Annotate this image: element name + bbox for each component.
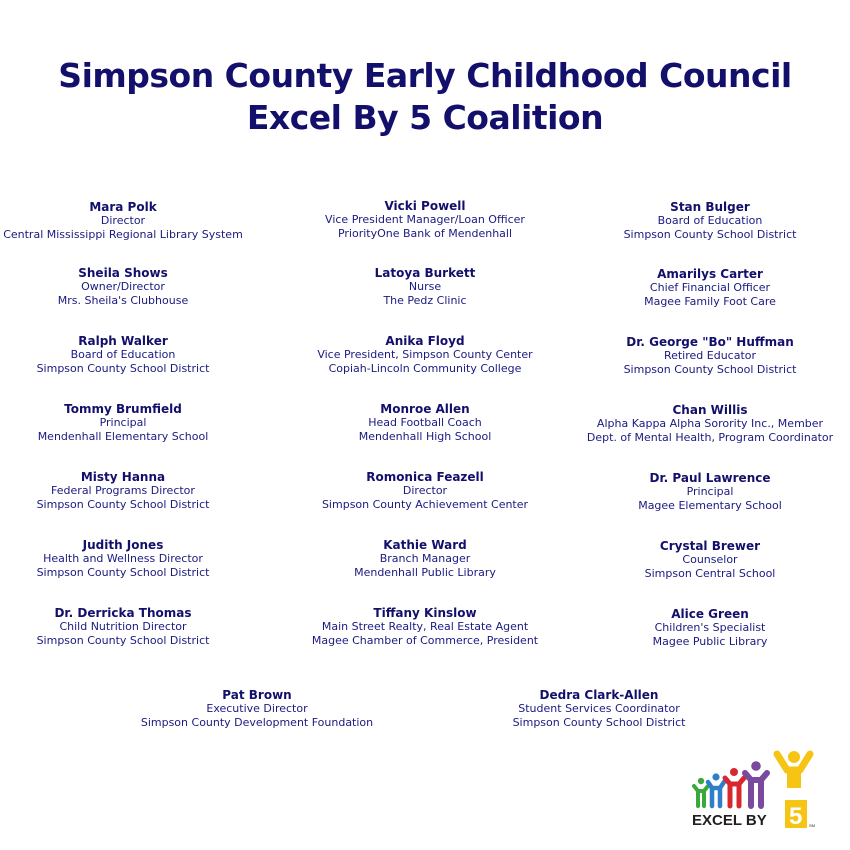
member-card — [285, 199, 565, 240]
member-name: Anika Floyd — [385, 334, 465, 348]
member-card — [570, 471, 850, 512]
member-name: Tiffany Kinslow — [373, 606, 477, 620]
member-card — [570, 403, 850, 444]
member-org: Magee Family Foot Care — [644, 294, 776, 308]
member-card — [570, 200, 850, 241]
member-name: Alice Green — [671, 607, 749, 621]
member-card — [0, 266, 263, 307]
member-org: Magee Elementary School — [638, 498, 782, 512]
member-card — [285, 266, 565, 307]
member-org: Simpson County School District — [36, 497, 210, 511]
member-name: Latoya Burkett — [374, 266, 476, 280]
member-role: Counselor — [682, 553, 738, 566]
member-org: Simpson County School District — [36, 565, 210, 579]
member-role: Nurse — [408, 280, 442, 293]
member-name: Ralph Walker — [78, 334, 168, 348]
logo-service-mark: SM — [809, 823, 815, 828]
member-org: PriorityOne Bank of Mendenhall — [337, 226, 513, 240]
member-org: Central Mississippi Regional Library System — [3, 227, 243, 241]
member-role: Vice President, Simpson County Center — [317, 348, 533, 361]
member-name: Dr. George "Bo" Huffman — [626, 335, 794, 349]
member-role: Vice President Manager/Loan Officer — [325, 213, 525, 226]
member-org: Simpson County School District — [623, 227, 797, 241]
member-name: Kathie Ward — [383, 538, 467, 552]
member-name: Crystal Brewer — [659, 539, 761, 553]
member-org: Simpson County School District — [36, 361, 210, 375]
member-role: Head Football Coach — [368, 416, 482, 429]
member-org: Simpson County Achievement Center — [321, 497, 529, 511]
member-card — [285, 606, 565, 647]
member-org: Simpson Central School — [644, 566, 776, 580]
member-role: Executive Director — [206, 702, 308, 715]
member-role: Health and Wellness Director — [43, 552, 203, 565]
member-org: Simpson County School District — [623, 362, 797, 376]
member-org: Simpson County School District — [512, 715, 686, 729]
member-name: Mara Polk — [89, 200, 157, 214]
member-name: Stan Bulger — [670, 200, 750, 214]
member-card — [285, 402, 565, 443]
member-card — [0, 334, 263, 375]
member-name: Misty Hanna — [80, 470, 166, 484]
member-card — [0, 470, 263, 511]
member-org: Mendenhall High School — [358, 429, 492, 443]
member-name: Pat Brown — [222, 688, 292, 702]
logo-number: 5 — [789, 803, 803, 830]
member-card — [285, 538, 565, 579]
member-name: Chan Willis — [672, 403, 748, 417]
member-role: Student Services Coordinator — [518, 702, 680, 715]
page-title — [0, 55, 850, 139]
member-org: Dept. of Mental Health, Program Coordinator — [586, 430, 834, 444]
member-org: Magee Public Library — [652, 634, 768, 648]
member-role: Principal — [686, 485, 734, 498]
member-card — [570, 607, 850, 648]
member-card — [570, 335, 850, 376]
member-org: Simpson County School District — [36, 633, 210, 647]
member-name: Dr. Derricka Thomas — [54, 606, 192, 620]
excel-by-5-logo — [690, 750, 830, 830]
title-line-2: Excel By 5 Coalition — [246, 98, 604, 137]
member-org: Magee Chamber of Commerce, President — [311, 633, 539, 647]
member-role: Director — [402, 484, 448, 497]
member-org: Mrs. Sheila's Clubhouse — [57, 293, 189, 307]
member-role: Federal Programs Director — [51, 484, 195, 497]
member-role: Child Nutrition Director — [59, 620, 187, 633]
title-line-1: Simpson County Early Childhood Council — [58, 56, 792, 95]
member-card — [0, 538, 263, 579]
member-org: Mendenhall Public Library — [354, 565, 496, 579]
member-name: Sheila Shows — [78, 266, 168, 280]
member-name: Judith Jones — [82, 538, 164, 552]
member-card — [285, 334, 565, 375]
member-org: Simpson County Development Foundation — [140, 715, 374, 729]
member-card — [117, 688, 397, 729]
member-org: Copiah-Lincoln Community College — [328, 361, 522, 375]
member-role: Alpha Kappa Alpha Sorority Inc., Member — [596, 417, 824, 430]
member-name: Vicki Powell — [384, 199, 466, 213]
member-name: Monroe Allen — [380, 402, 470, 416]
member-name: Dr. Paul Lawrence — [649, 471, 771, 485]
member-name: Dedra Clark-Allen — [539, 688, 659, 702]
figures-icon — [694, 751, 810, 806]
member-card — [285, 470, 565, 511]
member-role: Board of Education — [70, 348, 176, 361]
member-role: Branch Manager — [379, 552, 471, 565]
member-card — [0, 200, 263, 241]
member-role: Main Street Realty, Real Estate Agent — [321, 620, 529, 633]
member-card — [0, 402, 263, 443]
member-role: Board of Education — [657, 214, 763, 227]
member-name: Romonica Feazell — [366, 470, 484, 484]
member-card — [570, 267, 850, 308]
member-org: The Pedz Clinic — [383, 293, 467, 307]
member-card — [0, 606, 263, 647]
member-card — [570, 539, 850, 580]
member-card — [459, 688, 739, 729]
member-role: Children's Specialist — [654, 621, 766, 634]
member-name: Amarilys Carter — [657, 267, 763, 281]
member-role: Principal — [99, 416, 147, 429]
member-role: Director — [100, 214, 146, 227]
member-name: Tommy Brumfield — [64, 402, 182, 416]
member-role: Owner/Director — [81, 280, 165, 293]
member-role: Chief Financial Officer — [649, 281, 771, 294]
member-org: Mendenhall Elementary School — [37, 429, 209, 443]
logo-text: EXCEL BY — [692, 812, 767, 829]
member-role: Retired Educator — [663, 349, 757, 362]
